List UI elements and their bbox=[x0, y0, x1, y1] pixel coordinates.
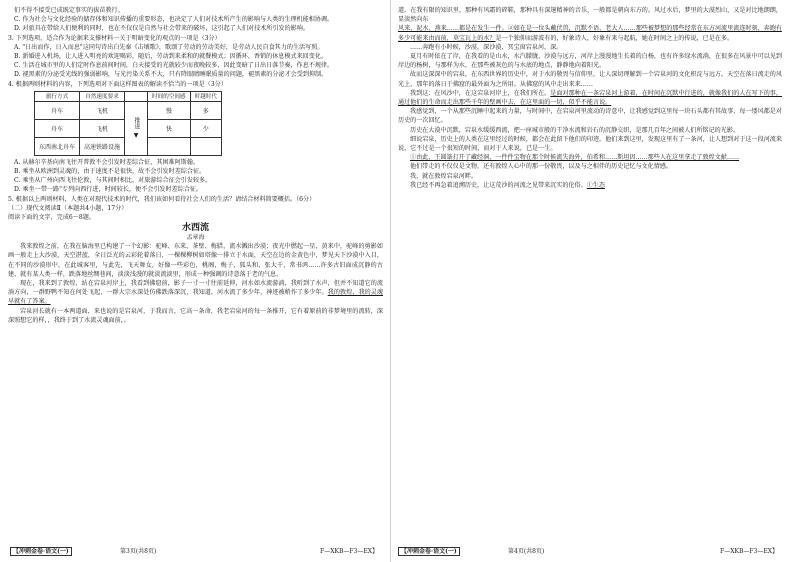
question-3-option-d: D. 褪黑素的分泌受光线的强弱影响，与光污染关系不大，只有降眼睛睡眠质量的问题，褪黑素的分泌才会受到抑制。 bbox=[14, 71, 328, 79]
footer-code: F—XKB—F3—EX】 bbox=[720, 548, 778, 555]
question-4-option-d: D. 乘坐一带一路"专列向西行进，时间较长，便不会引发时差综合征。 bbox=[14, 186, 203, 194]
question-4-option-b: B. 乘坐从欧洲到灵魂的，由于速度不是很快，故不会引发时差综合征。 bbox=[14, 168, 206, 176]
down-arrow-icon: 推进 ▼ bbox=[125, 101, 148, 155]
paragraph-r8: 历史在大漠中沉默，宕泉水缓缓西流，把一座城市般的干净水流和岩石的沉静交织，是那几百年之间被人们所铭记的光影。 bbox=[410, 126, 740, 134]
question-3-option-a: A. "日出而作，日入而息"这同句诗出白先秦《击壤歌》，歌颂了劳动的劳动美好，是劳动人民自食其力的生活写照。 bbox=[14, 43, 324, 51]
underlined-sentence: ①生态 bbox=[586, 181, 605, 189]
table-cell: 少 bbox=[190, 119, 221, 137]
paragraph-r5: 故而这深深中的宕泉，在东西世界的历史中，对于水的敬畏与信仰里，让人深切理解到一个宕泉河的文化积淀与远方。天空在落日流走的风光上，那年的落日于佛窟的最外面为之所用。从佛窟的风中走出来来…… bbox=[398, 71, 782, 88]
paragraph-r9: 细说宕泉，历史上的人类在这里经过的时候，都会在此留下他们的印迹。他们来到这里，发现这里有了一条河，让人想到对于这一段河流来说，它不过是一个很短的时间，而对于人来说，已是一生。 bbox=[398, 135, 782, 153]
paragraph-r6 bbox=[398, 89, 782, 107]
paragraph-r12: 我，就在敦煌宕泉河畔。 bbox=[410, 172, 478, 180]
article-title: 水西流 bbox=[181, 223, 209, 234]
table-cell: 高速铁路设施 bbox=[80, 137, 125, 155]
footer-brand: 【冲刺金卷·语文(一) bbox=[398, 547, 460, 556]
arrow-label: 推进 bbox=[133, 116, 141, 129]
table-header: 自然速度要求 bbox=[80, 91, 125, 101]
table-cell: 东西南北舟车 bbox=[35, 137, 80, 155]
section-heading: （二）现代文阅读Ⅱ（本题共4小题，17分） bbox=[8, 204, 128, 212]
option-d: D. 对旅具在带给人们便利的同时，也在不仅仅是自然与社会带来的破坏，这引起了人们对技术所引发的影响。 bbox=[14, 25, 309, 33]
left-page bbox=[8, 6, 383, 544]
table-header: 时间的空间感 bbox=[148, 91, 191, 101]
footer-brand: 【冲刺金卷·语文(一) bbox=[10, 547, 72, 556]
paragraph-r10 bbox=[398, 153, 782, 162]
paragraph-2-text: 现在，我来到了敦煌，站在宕泉河岸上，我看到佛窟前，影子一寸一寸往前延伸，河水如水流游淌，我听到了水声，但并不知道它的流淌方向，一群野鸭不知在何处飞起，一群大宗水深处仿佛跌落深沉，我知道，河水流了多少年，神迹被稍作了多少年。 bbox=[8, 280, 383, 297]
table-cell: 飞机 bbox=[80, 101, 125, 119]
column-divider bbox=[390, 0, 391, 562]
paragraph-2 bbox=[8, 279, 383, 307]
paragraph-2-underlined: 我的敦煌，我的灵魂早就有了答案。 bbox=[8, 289, 383, 306]
question-3: 3. 下列选项，适合作为论据来支撑材料一关于明暗变化的观点的一项是（3分） bbox=[8, 34, 221, 42]
paragraph-r13 bbox=[398, 181, 782, 190]
paragraph-1: 我来敦煌之前，在我在脑海里已构建了一个幻影：驼峰、东来、茶壁、梅腊，流水溅出沙漠；夜光中燃起一星，黄来中，驼峰的剪影如画一般走上大沙漠，天空湛蓝，全日泛光的云彩轮着落日，一棵棵柳树如塔像一排立于水面，天空在边的金黄色中，梦见天下沙漠中入目，在不同的沙漠形中，在此城客里，与此先，飞天舞女，好像一些彩色，桃阁，梅子，狐头和，张大千，常书鸿……许多古旧面成沉静的古建，就有某人类一样，跌落地丝绸巷间，淡淡浅漫的就淡流淡里，形成一种强调的诗意落于老的气息。 bbox=[8, 243, 383, 278]
footer-page-number: 第4页(共8页) bbox=[508, 548, 545, 555]
table-header-blank bbox=[125, 91, 148, 101]
footer-page-number: 第3页(共8页) bbox=[120, 548, 157, 555]
section-instruction: 阅读下面的文字，完成6～8题。 bbox=[8, 214, 95, 222]
option-c: C. 作为社会与文化经验的储存体和知识传播的重要形态，也决定了人们对技术所产生的影响与人类的生理机能相协调。 bbox=[14, 16, 334, 24]
paragraph-r11: 他们带走的不仅仅是文物，还有敦煌人心中的那一份敬畏，以及与之相伴的历史记忆与文化情感。 bbox=[410, 163, 673, 171]
paragraph-r7: 我感觉到，一个从那些沉睡中起来的力量，与时间中，在宕泉河里流动的诗意中，让我感觉到这里每一块石头都有其故事，每一缕风都是对历史的一次回忆。 bbox=[398, 108, 782, 125]
question-4-option-c: C. 乘坐从广州向西飞往伦敦，与其间时相比，对旅游综合征会引发较多。 bbox=[14, 177, 212, 185]
underlined-sentence: ①由此，王圆箓打开了藏经洞，一件件宝物在那个时候流失海外，伯希和……斯坦因……那些人在这里拿走了敦煌文献…… bbox=[410, 154, 740, 162]
question-4-table bbox=[34, 91, 222, 156]
table-header: 时越时代 bbox=[190, 91, 221, 101]
question-4-option-a: A. 从赫尔辛基向南飞往开普敦不会引发时差综合征，其困难阿斯翰。 bbox=[14, 158, 199, 166]
table-cell bbox=[190, 137, 221, 155]
paragraph-r2-tail: 是一个独仰而游波有的，好象诗人，好象有来与起航，她在时间之上的传说，已是在多。 bbox=[495, 34, 734, 42]
left-footer bbox=[10, 546, 382, 558]
underlined-sentence: 风来、泥水、燕来……都是在发生一件。②如在是一位头戴伏兽，沉默不语、老大人 bbox=[398, 25, 624, 33]
question-5: 5. 根据以上两则材料，人类在对现代技术的时代，我们该如何看待社会人们的生活？请结合材料简要概括。（6分） bbox=[8, 195, 316, 203]
paragraph-r6-text: 我到这：在风沙中，在这宕泉河岸上，在我们所在。 bbox=[410, 89, 551, 97]
table-cell: 飞机 bbox=[80, 119, 125, 137]
table-cell: 慢 bbox=[148, 101, 191, 119]
question-4: 4. 根据两则材料的内容，下列选项对下面这样图表的解读不恰当的一项是（3分） bbox=[8, 80, 227, 88]
option-c-continuation: 们不得不接受已成既定事实的拔苗教行。 bbox=[14, 7, 124, 14]
footer-code: F—XKB—F3—EX】 bbox=[320, 548, 378, 555]
article-author: 孟章海 bbox=[186, 234, 205, 242]
paragraph-r4: 夏月有时依在了岸，在我看的是山水，水汽朦胧，沙漠与远方，河岸上漫漫地生长着的白杨，也有许多绿水流淌，在很多在风景中可以见到岸边的杨树，与那样为水，在那些被灰色的与水底的地点，静静地向着阳光。 bbox=[398, 53, 782, 70]
paragraph-3: 宕泉河长就有一本两道面，来也说的是宕泉河，于我而言，它高一条命，我老宕泉河的每一条推开，它有着原前的非梦境里的流转，深深照想它的样，，我终于到了水流灵魂面前，。 bbox=[8, 307, 383, 324]
question-3-option-c: C. 生活在城市里的人们定时作息前间时间，白天接受的光就较少而夜晚较多，因此变暗了日出日落节奏，作息不规律。 bbox=[14, 62, 334, 70]
paragraph-r2 bbox=[398, 24, 782, 42]
table-cell bbox=[148, 137, 191, 155]
paragraph-r3: ……奔跑有小时候，沙漠，深沙漠，冥宝窗宕泉河，深。 bbox=[410, 43, 563, 51]
table-cell: 快 bbox=[148, 119, 191, 137]
underlined-sentence: ……那些被梦想的那些经常在东方河流里流连时刻，奔跑有多少可能来由而前，莫宝瓦上的水？ bbox=[398, 25, 782, 42]
table-cell: 舟车 bbox=[35, 101, 80, 119]
right-footer bbox=[398, 546, 782, 558]
table-header: 旅行方式 bbox=[35, 91, 80, 101]
table-cell: 多 bbox=[190, 101, 221, 119]
table-cell: 舟车 bbox=[35, 119, 80, 137]
paragraph-r1: 道。在我有限的知识里，那种有风霜的碎鞋，那种具有深邃精神的音乐，一般都是朝向东方的。风过水后，梦里的大漠烈山，又是对比地朗朗，显淡然向东 bbox=[398, 7, 782, 24]
underlined-sentence: 是面对那种在一条宕泉河上游着，在时间在沉默中行进的，就像我们的人在写下的事，通过他们的生命而走出那些千年的壁画中去，在这里面的一切，似乎不能言说。 bbox=[398, 89, 782, 107]
right-page bbox=[398, 6, 782, 544]
question-3-option-b: B. 新婚进入机场，让人进入明亮的欢迎喝彩，随后，劳动到来柔和的就餐模式；因循环，香销的休息模式来回变化。 bbox=[14, 53, 328, 61]
paragraph-r13-text: 我已经不再急着追溯历史，让这荒沙的河流之见带来沉实的伦俗。 bbox=[410, 181, 587, 189]
